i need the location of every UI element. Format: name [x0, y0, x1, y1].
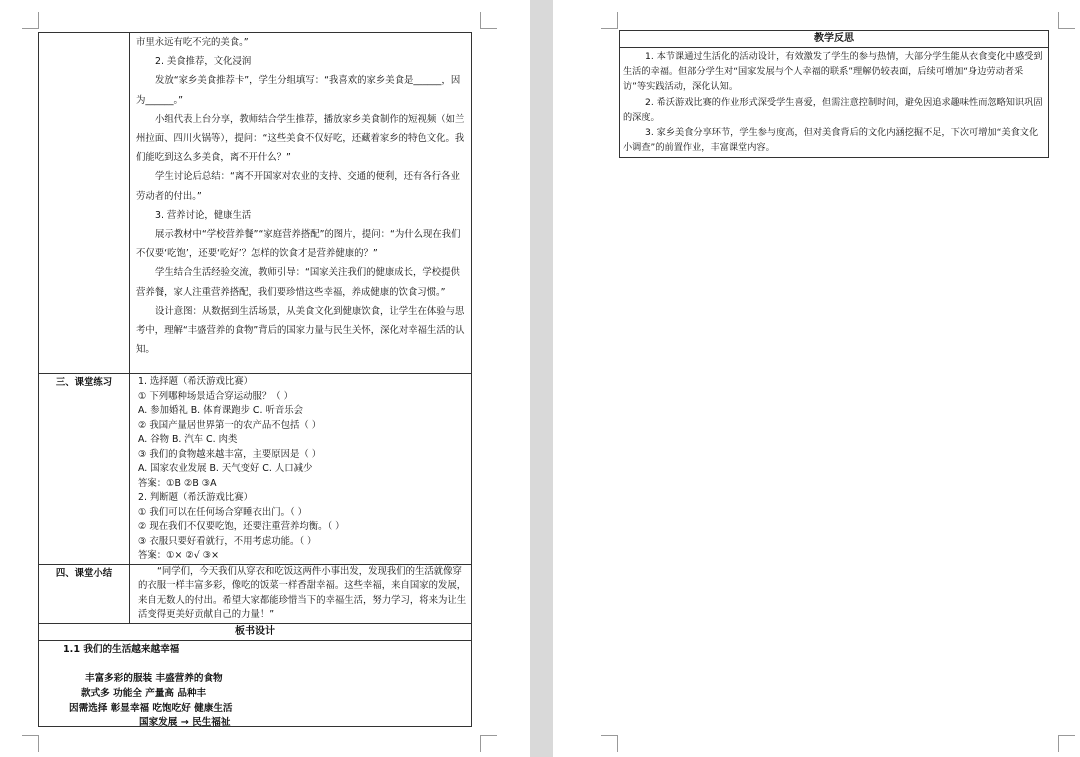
row-label-empty: [39, 33, 130, 374]
question: ③ 衣服只要好看就行，不用考虑功能。（ ）: [138, 535, 317, 547]
crop-mark: [22, 735, 39, 752]
options: A. 参加婚礼 B. 体育课跑步 C. 听音乐会: [138, 405, 303, 416]
crop-mark: [22, 12, 39, 29]
answer-line: 答案：①× ②√ ③×: [138, 550, 219, 561]
crop-mark: [480, 12, 497, 29]
board-title-row: [39, 623, 472, 640]
paragraph: 小组代表上台分享，教师结合学生推荐，播放家乡美食制作的短视频（如兰州拉面、四川火锅等），提问：“这些美食不仅好吃，还藏着家乡的特色文化。我们能吃到这么多美食，离不开什么？”: [136, 113, 465, 164]
crop-mark: [1058, 735, 1075, 752]
section-heading: 2. 美食推荐，文化浸润: [155, 56, 252, 68]
summary-label: 四、课堂小结: [39, 564, 130, 623]
practice-label: 三、课堂练习: [39, 374, 130, 565]
answer-line: 答案：①B ②B ③A: [138, 477, 217, 489]
paragraph: 学生讨论后总结：“离不开国家对农业的支持、交通的便利，还有各行各业劳动者的付出。”: [136, 171, 460, 202]
question: ① 我们可以在任何场合穿睡衣出门。（ ）: [138, 506, 308, 518]
question-heading: 2. 判断题（希沃游戏比赛）: [138, 492, 254, 503]
reflection-paragraph: 2. 希沃游戏比赛的作业形式深受学生喜爱，但需注意控制时间，避免因追求趣味性而忽略知识巩固的深度。: [623, 96, 1043, 123]
reflection-paragraph: 1. 本节课通过生活化的活动设计，有效激发了学生的参与热情，大部分学生能从衣食变化中感受到生活的幸福。但部分学生对“国家发展与个人幸福的联系”理解仍较表面，后续可增加“身边劳动者采访”等实践活动，深化认知。: [623, 51, 1043, 93]
summary-content-cell: [130, 564, 472, 623]
reflection-paragraph: 3. 家乡美食分享环节，学生参与度高，但对美食背后的文化内涵挖掘不足，下次可增加“美食文化小调查”的前置作业，丰富课堂内容。: [623, 127, 1039, 154]
board-line: 因需选择 彰显幸福 吃饱吃好 健康生活: [69, 702, 233, 714]
board-line: 款式多 功能全 产量高 品种丰: [81, 687, 207, 699]
reflection-content-cell: [620, 48, 1049, 158]
section-heading: 3. 营养讨论，健康生活: [155, 209, 252, 221]
practice-row: [39, 374, 472, 565]
crop-mark: [480, 735, 497, 752]
paragraph: 发放“家乡美食推荐卡”，学生分组填写：“我喜欢的家乡美食是______，因为______。”: [136, 75, 461, 106]
crop-mark: [601, 735, 618, 752]
document-page-left: [0, 0, 530, 757]
board-content-row: [39, 640, 472, 726]
crop-mark: [1058, 12, 1075, 29]
paragraph: 学生结合生活经验交流，教师引导：“国家关注我们的健康成长，学校提供营养餐，家人注重营养搭配，我们要珍惜这些幸福，养成健康的饮食习惯。”: [136, 267, 460, 298]
question: ① 下列哪种场景适合穿运动服？（ ）: [138, 390, 293, 402]
options: A. 谷物 B. 汽车 C. 肉类: [138, 434, 238, 445]
practice-content-cell: [130, 374, 472, 565]
reflection-title-row: [620, 31, 1049, 48]
paragraph: 展示教材中“学校营养餐”“家庭营养搭配”的图片，提问：“为什么现在我们不仅要‘吃饱’，还要‘吃好’？怎样的饮食才是营养健康的？”: [136, 229, 461, 260]
reflection-title: 教学反思: [620, 31, 1049, 48]
design-intent-paragraph: 设计意图：从数据到生活场景，从美食文化到健康饮食，让学生在体验与思考中，理解“丰盛营养的食物”背后的国家力量与民生关怀，深化对幸福生活的认知。: [136, 305, 465, 356]
text-line: 市里永远有吃不完的美食。”: [136, 37, 249, 48]
summary-text: “同学们，今天我们从穿衣和吃饭这两件小事出发，发现我们的生活就像穿的衣服一样丰富多彩，像吃的饭菜一样香甜幸福。这些幸福，来自国家的发展，来自无数人的付出。希望大家都能珍惜当下的幸福生活，努力学习，将来为让生活变得更美好贡献自己的力量！”: [138, 565, 467, 621]
summary-row: [39, 564, 472, 623]
question: ② 现在我们不仅要吃饱，还要注重营养均衡。（ ）: [138, 521, 345, 532]
lesson-content-cell: [130, 33, 472, 374]
question: ② 我国产量居世界第一的农产品不包括（ ）: [138, 419, 322, 431]
options: A. 国家农业发展 B. 天气变好 C. 人口减少: [138, 463, 313, 474]
lesson-row: [39, 33, 472, 374]
board-line: 丰富多彩的服装 丰盛营养的食物: [85, 672, 223, 684]
lesson-plan-table: [38, 32, 472, 727]
board-heading: 1.1 我们的生活越来越幸福: [63, 643, 180, 655]
reflection-table: [619, 30, 1049, 158]
page-gutter: [530, 0, 553, 757]
question: ③ 我们的食物越来越丰富，主要原因是（ ）: [138, 448, 322, 460]
board-line: 国家发展 → 民生福祉: [139, 716, 231, 728]
board-design-title: 板书设计: [39, 623, 472, 640]
reflection-content-row: [620, 48, 1049, 158]
board-design-content: [39, 640, 472, 726]
question-heading: 1. 选择题（希沃游戏比赛）: [138, 376, 254, 387]
crop-mark: [601, 12, 618, 29]
